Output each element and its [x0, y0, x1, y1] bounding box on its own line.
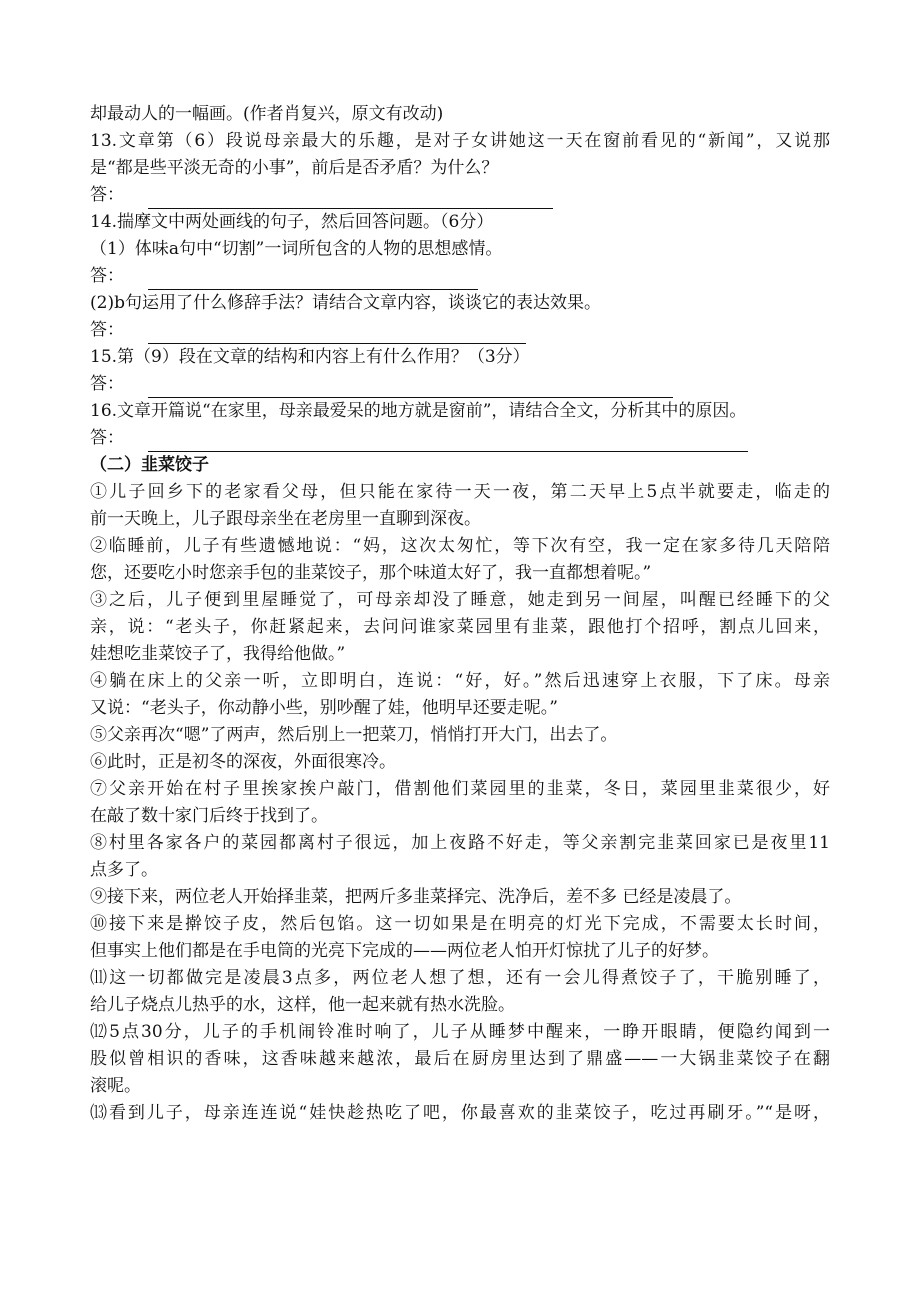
paragraph-5	[90, 722, 830, 749]
paragraph-4	[90, 668, 830, 722]
paragraph-11	[90, 965, 830, 1019]
paragraph-line: 亲，说：“老头子，你赶紧起来，去问问谁家菜园里有韭菜，跟他打个招呼，割点儿回来，	[90, 617, 830, 637]
paragraph-line: 娃想吃韭菜饺子了，我得给他做。”	[90, 644, 346, 664]
paragraph-line: ①儿子回乡下的老家看父母，但只能在家待一天一夜，第二天早上5点半就要走，临走的	[90, 482, 830, 502]
question-13-line-2: 是“都是些平淡无奇的小事”，前后是否矛盾？为什么？	[90, 158, 499, 178]
question-14-part-2: (2)b句运用了什么修辞手法？请结合文章内容，谈谈它的表达效果。	[90, 293, 601, 313]
question-16: 16.文章开篇说“在家里，母亲最爱呆的地方就是窗前”，请结合全文，分析其中的原因。	[90, 401, 747, 421]
paragraph-line: ④躺在床上的父亲一听，立即明白，连说：“好，好。”然后迅速穿上衣服，下了床。母亲	[90, 671, 830, 691]
answer-15-blank[interactable]	[148, 379, 673, 398]
answer-label: 答：	[90, 320, 124, 340]
paragraph-13	[90, 1100, 830, 1127]
paragraph-line: ③之后，儿子便到里屋睡觉了，可母亲却没了睡意，她走到另一间屋，叫醒已经睡下的父	[90, 590, 830, 610]
paragraph-8	[90, 830, 830, 884]
answer-15	[90, 371, 830, 398]
paragraph-line: 又说：“老头子，你动静小些，别吵醒了娃，他明早还要走呢。”	[90, 698, 558, 718]
paragraph-6	[90, 749, 830, 776]
paragraph-line: 股似曾相识的香味，这香味越来越浓，最后在厨房里达到了鼎盛——一大锅韭菜饺子在翻	[90, 1049, 830, 1069]
previous-text-tail: 却最动人的一幅画。(作者肖复兴，原文有改动)	[90, 104, 444, 124]
paragraph-line: ⑥此时，正是初冬的深夜，外面很寒冷。	[90, 752, 396, 772]
paragraph-line: 您，还要吃小时您亲手包的韭菜饺子，那个味道太好了，我一直都想着呢。”	[90, 563, 652, 583]
paragraph-line: 前一天晚上，儿子跟母亲坐在老房里一直聊到深夜。	[90, 509, 481, 529]
answer-label: 答：	[90, 266, 124, 286]
paragraph-line: ⑿5点30分，儿子的手机闹铃准时响了，儿子从睡梦中醒来，一睁开眼睛，便隐约闻到一	[90, 1022, 830, 1042]
paragraph-1	[90, 479, 830, 533]
question-13-line-1: 13.文章第（6）段说母亲最大的乐趣，是对子女讲她这一天在窗前看见的“新闻”，又说那	[90, 131, 830, 151]
paragraph-line: ⒀看到儿子，母亲连连说“娃快趁热吃了吧，你最喜欢的韭菜饺子，吃过再刷牙。”“是呀，	[90, 1103, 830, 1123]
paragraph-line: 给儿子烧点儿热乎的水，这样，他一起来就有热水洗脸。	[90, 995, 515, 1015]
document-page	[90, 101, 830, 1127]
paragraph-line: ⑩接下来是擀饺子皮，然后包馅。这一切如果是在明亮的灯光下完成，不需要太长时间，	[90, 914, 830, 934]
paragraph-line: ⑧村里各家各户的菜园都离村子很远，加上夜路不好走，等父亲割完韭菜回家已是夜里11	[90, 833, 830, 853]
answer-16	[90, 425, 830, 452]
paragraph-2	[90, 533, 830, 587]
paragraph-line: 滚呢。	[90, 1076, 141, 1096]
answer-label: 答：	[90, 374, 124, 394]
answer-14-1	[90, 263, 830, 290]
answer-label: 答：	[90, 185, 124, 205]
paragraph-3	[90, 587, 830, 668]
paragraph-9	[90, 884, 830, 911]
answer-14-1-blank[interactable]	[148, 271, 478, 290]
paragraph-line: ⑤父亲再次“嗯”了两声，然后別上一把菜刀，悄悄打开大门，出去了。	[90, 725, 618, 745]
answer-13	[90, 182, 830, 209]
answer-14-2	[90, 317, 830, 344]
paragraph-line: ⑨接下来，两位老人开始择韭菜，把两斤多韭菜择完、洗净后，差不多 已经是凌晨了。	[90, 887, 742, 907]
answer-label: 答：	[90, 428, 124, 448]
answer-14-2-blank[interactable]	[148, 325, 526, 344]
paragraph-line: 在敲了数十家门后终于找到了。	[90, 806, 328, 826]
question-14-part-1: （1）体味a句中“切割”一词所包含的人物的思想感情。	[90, 239, 503, 259]
question-15: 15.第（9）段在文章的结构和内容上有什么作用？（3分）	[90, 347, 530, 367]
paragraph-line: 点多了。	[90, 860, 158, 880]
answer-16-blank[interactable]	[148, 433, 748, 452]
paragraph-line: 但事实上他们都是在手电筒的光亮下完成的——两位老人怕开灯惊扰了儿子的好梦。	[90, 941, 719, 961]
paragraph-line: ②临睡前，儿子有些遗憾地说：“妈，这次太匆忙，等下次有空，我一定在家多待几天陪陪	[90, 536, 830, 556]
paragraph-7	[90, 776, 830, 830]
paragraph-line: ⑦父亲开始在村子里挨家挨户敲门，借割他们菜园里的韭菜，冬日，菜园里韭菜很少，好	[90, 779, 830, 799]
question-14: 14.揣摩文中两处画线的句子，然后回答问题。（6分）	[90, 212, 494, 232]
paragraph-12	[90, 1019, 830, 1100]
paragraph-10	[90, 911, 830, 965]
answer-13-blank[interactable]	[148, 190, 553, 209]
section-title: （二）韭菜饺子	[90, 455, 209, 475]
paragraph-line: ⑾这一切都做完是凌晨3点多，两位老人想了想，还有一会儿得煮饺子了，干脆别睡了，	[90, 968, 830, 988]
